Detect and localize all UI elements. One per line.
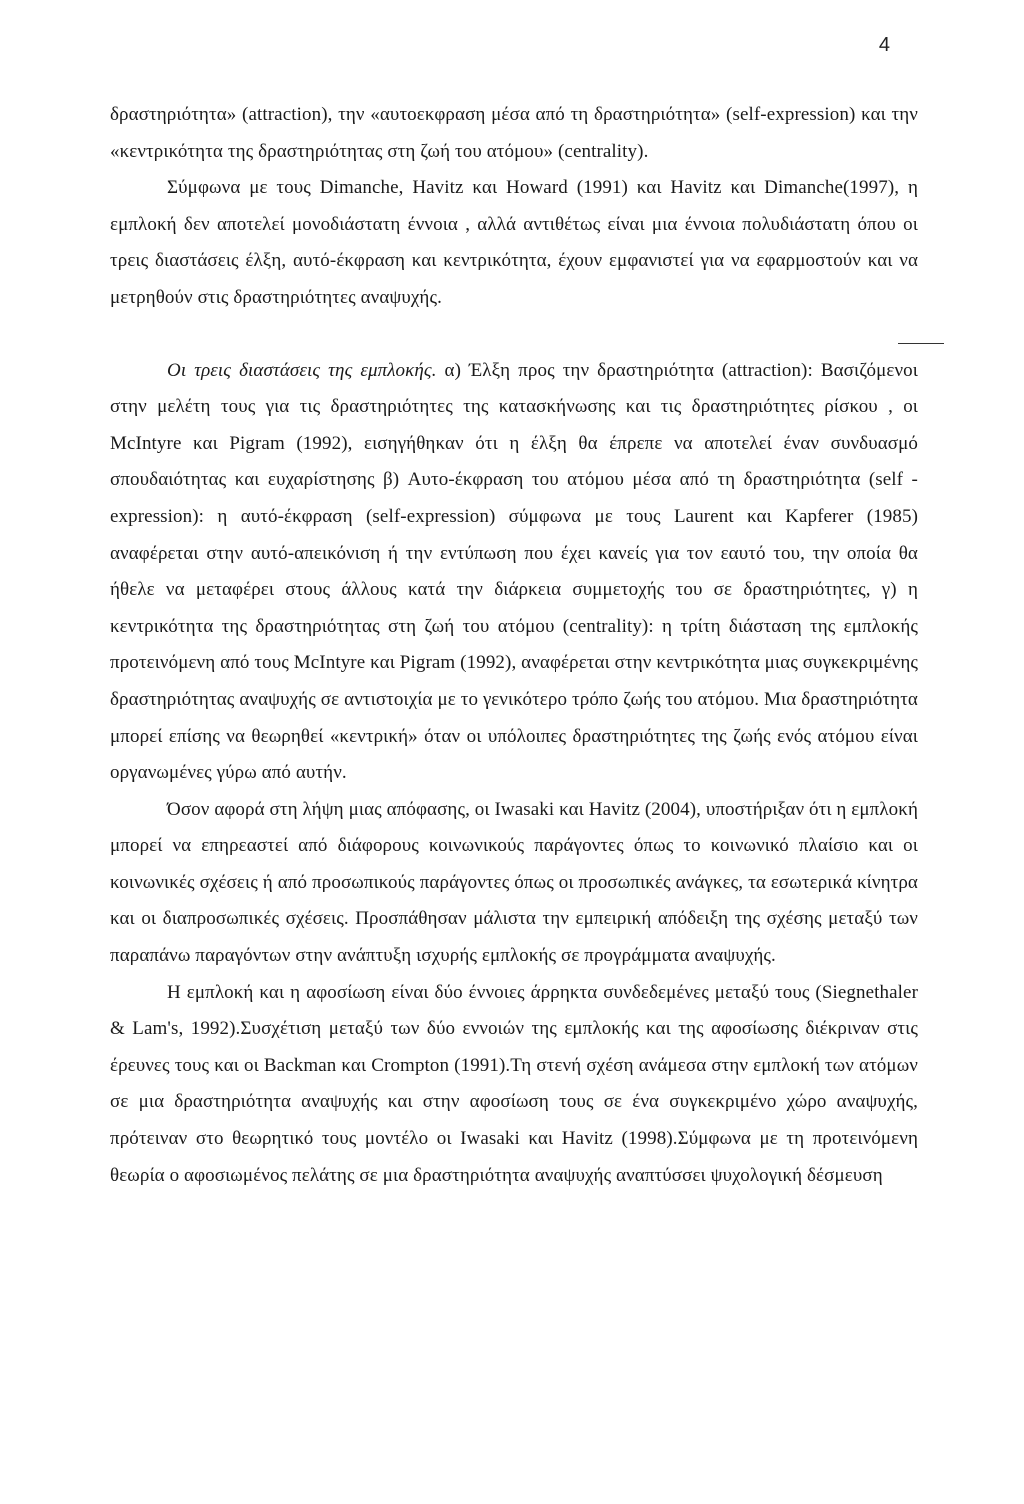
paragraph-intro-continuation: δραστηριότητα» (attraction), την «αυτοεκφραση μέσα από τη δραστηριότητα» (self-expression) και την «κεντρικότητα της δραστηριότητας στη ζωή του ατόμου» (centrality).	[110, 104, 918, 162]
document-body	[110, 97, 918, 1194]
page-number: 4	[878, 34, 890, 56]
section-heading-italic: Οι τρεις διαστάσεις της εμπλοκής.	[167, 359, 437, 381]
paragraph-spacer	[110, 317, 918, 353]
paragraph-three-dimensions-body: α) Έλξη προς την δραστηριότητα (attraction): Βασιζόμενοι στην μελέτη τους για τις δραστηριότητες της κατασκήνωσης και τις δραστηριότητες ρίσκου , οι McIntyre και Pigram (1992), εισηγήθηκαν ότι η έλξη θα έπρεπε να αποτελεί έναν συνδυασμό σπουδαιότητας και ευχαρίστησης β) Αυτο-έκφραση του ατόμου μέσα από τη δραστηριότητα (self - expression): η αυτό-έκφραση (self-expression) σύμφωνα με τους Laurent και Kapferer (1985) αναφέρεται στην αυτό-απεικόνιση ή την εντύπωση που έχει κανείς για τον εαυτό του, την οποία θα ήθελε να μεταφέρει στους άλλους κατά την διάρκεια συμμετοχής του σε δραστηριότητες, γ) η κεντρικότητα της δραστηριότητας στη ζωή του ατόμου (centrality): η τρίτη διάσταση της εμπλοκής προτεινόμενη από τους McIntyre και Pigram (1992), αναφέρεται στην κεντρικότητα μιας συγκεκριμένης δραστηριότητας αναψυχής σε αντιστοιχία με το γενικότερο τρόπο ζωής του ατόμου. Μια δραστηριότητα μπορεί επίσης να θεωρηθεί «κεντρική» όταν οι υπόλοιπες δραστηριότητες της ζωής ενός ατόμου είναι οργανωμένες γύρω από αυτήν.	[110, 359, 918, 784]
paragraph-three-dimensions	[110, 353, 918, 792]
paragraph-dimensions-intro: Σύμφωνα με τους Dimanche, Havitz και Howard (1991) και Havitz και Dimanche(1997), η εμπλοκή δεν αποτελεί μονοδιάστατη έννοια , αλλά αντιθέτως είναι μια έννοια πολυδιάστατη όπου οι τρεις διαστάσεις έλξη, αυτό-έκφραση και κεντρικότητα, έχουν εμφανιστεί για να εφαρμοστούν και να μετρηθούν στις δραστηριότητες αναψυχής.	[110, 177, 918, 308]
paragraph-involvement-loyalty: Η εμπλοκή και η αφοσίωση είναι δύο έννοιες άρρηκτα συνδεδεμένες μεταξύ τους (Siegnethaler & Lam's, 1992).Συσχέτιση μεταξύ των δύο εννοιών της εμπλοκής και της αφοσίωσης διέκριναν στις έρευνες τους και οι Backman και Crompton (1991).Τη στενή σχέση ανάμεσα στην εμπλοκή των ατόμων σε μια δραστηριότητα αναψυχής και στην αφοσίωση τους σε ένα συγκεκριμένο χώρο αναψυχής, πρότειναν στο θεωρητικό τους μοντέλο οι Iwasaki και Havitz (1998).Σύμφωνα με τη προτεινόμενη θεωρία ο αφοσιωμένος πελάτης σε μια δραστηριότητα αναψυχής αναπτύσσει ψυχολογική δέσμευση	[110, 981, 918, 1186]
paragraph-decision-making: Όσον αφορά στη λήψη μιας απόφασης, οι Iwasaki και Havitz (2004), υποστήριξαν ότι η εμπλοκή μπορεί να επηρεαστεί από διάφορους κοινωνικούς παράγοντες όπως το κοινωνικό πλαίσιο και οι κοινωνικές σχέσεις ή από προσωπικούς παράγοντες όπως οι προσωπικές ανάγκες, τα εσωτερικά κίνητρα και οι διαπροσωπικές σχέσεις. Προσπάθησαν μάλιστα την εμπειρική απόδειξη της σχέσης μεταξύ των παραπάνω παραγόντων στην ανάπτυξη ισχυρής εμπλοκής σε προγράμματα αναψυχής.	[110, 798, 918, 967]
